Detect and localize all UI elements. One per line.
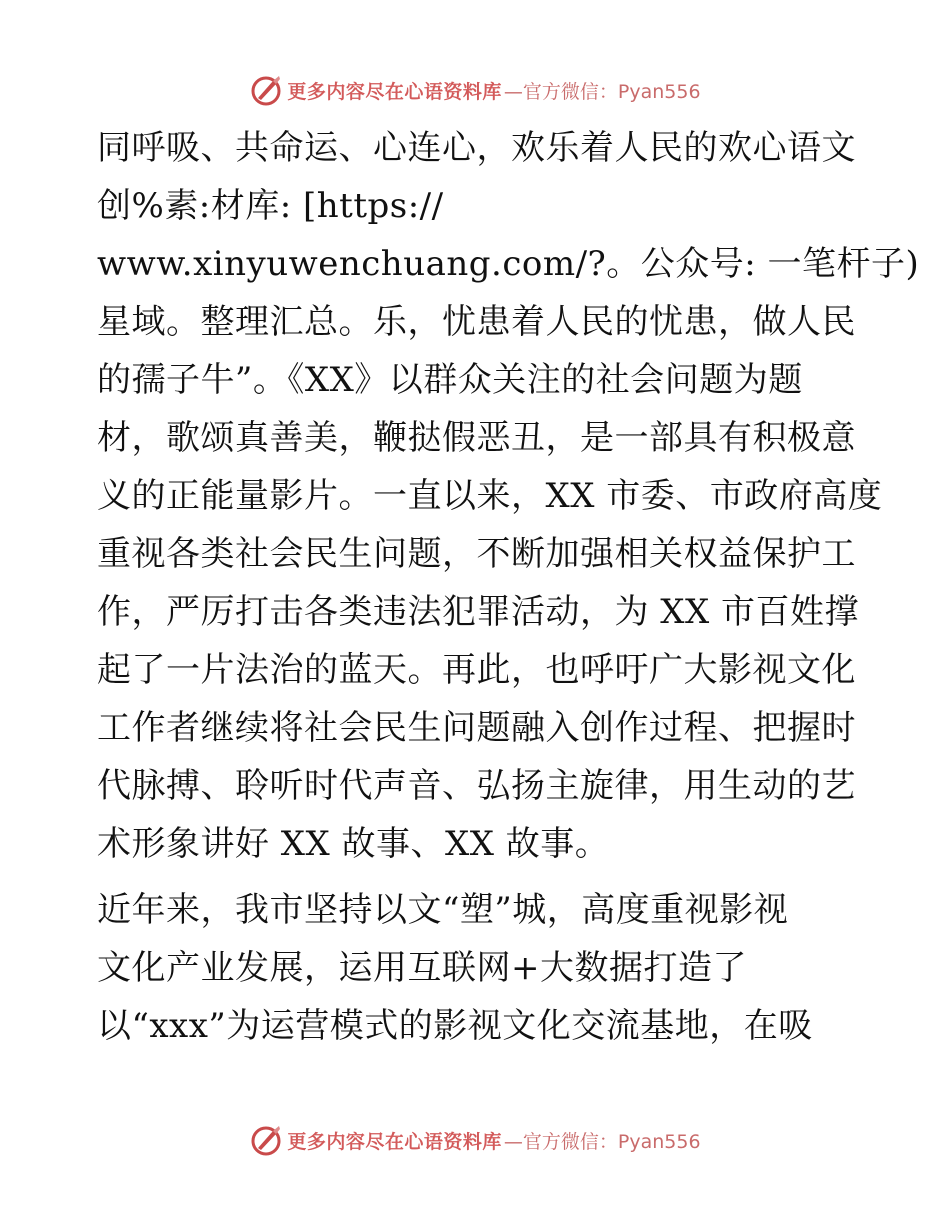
banner-sub-text: —官方微信：Pyan556	[503, 80, 701, 103]
footer-banner	[0, 1120, 950, 1160]
text-line: 术形象讲好 XX 故事、XX 故事。	[97, 824, 610, 864]
quill-logo-icon	[249, 73, 283, 107]
document-body	[97, 119, 920, 1055]
banner-main-text: 更多内容尽在心语资料库	[287, 80, 502, 103]
text-line: 代脉搏、聆听时代声音、弘扬主旋律，用生动的艺	[97, 766, 856, 806]
text-line: 同呼吸、共命运、心连心，欢乐着人民的欢心语文	[97, 128, 856, 168]
quill-logo-icon	[249, 1123, 283, 1157]
text-line: 以“xxx”为运营模式的影视文化交流基地，在吸	[97, 1006, 813, 1046]
text-line: 工作者继续将社会民生问题融入创作过程、把握时	[97, 708, 856, 748]
header-banner	[0, 70, 950, 110]
paragraph-1	[97, 119, 920, 873]
text-line: 材，歌颂真善美，鞭挞假恶丑，是一部具有积极意	[97, 418, 856, 458]
text-line: 重视各类社会民生问题，不断加强相关权益保护工	[97, 534, 856, 574]
text-line: 文化产业发展，运用互联网+大数据打造了	[97, 948, 747, 988]
banner-sub-text: —官方微信：Pyan556	[503, 1130, 701, 1153]
paragraph-2	[97, 881, 877, 1055]
text-line: 的孺子牛”。《XX》以群众关注的社会问题为题	[97, 360, 803, 400]
text-line: www.xinyuwenchuang.com/?。公众号: 一笔杆子)	[97, 244, 920, 284]
text-line: 近年来，我市坚持以文“塑”城，高度重视影视	[97, 890, 789, 930]
banner-main-text: 更多内容尽在心语资料库	[287, 1130, 502, 1153]
text-line: 作，严厉打击各类违法犯罪活动，为 XX 市百姓撑	[97, 592, 860, 632]
text-line: 起了一片法治的蓝天。再此，也呼吁广大影视文化	[97, 650, 856, 690]
text-line: 星域。整理汇总。乐，忧患着人民的忧患，做人民	[97, 302, 856, 342]
text-line: 义的正能量影片。一直以来，XX 市委、市政府高度	[97, 476, 883, 516]
text-line: 创%素:材库: [https://	[97, 186, 444, 226]
